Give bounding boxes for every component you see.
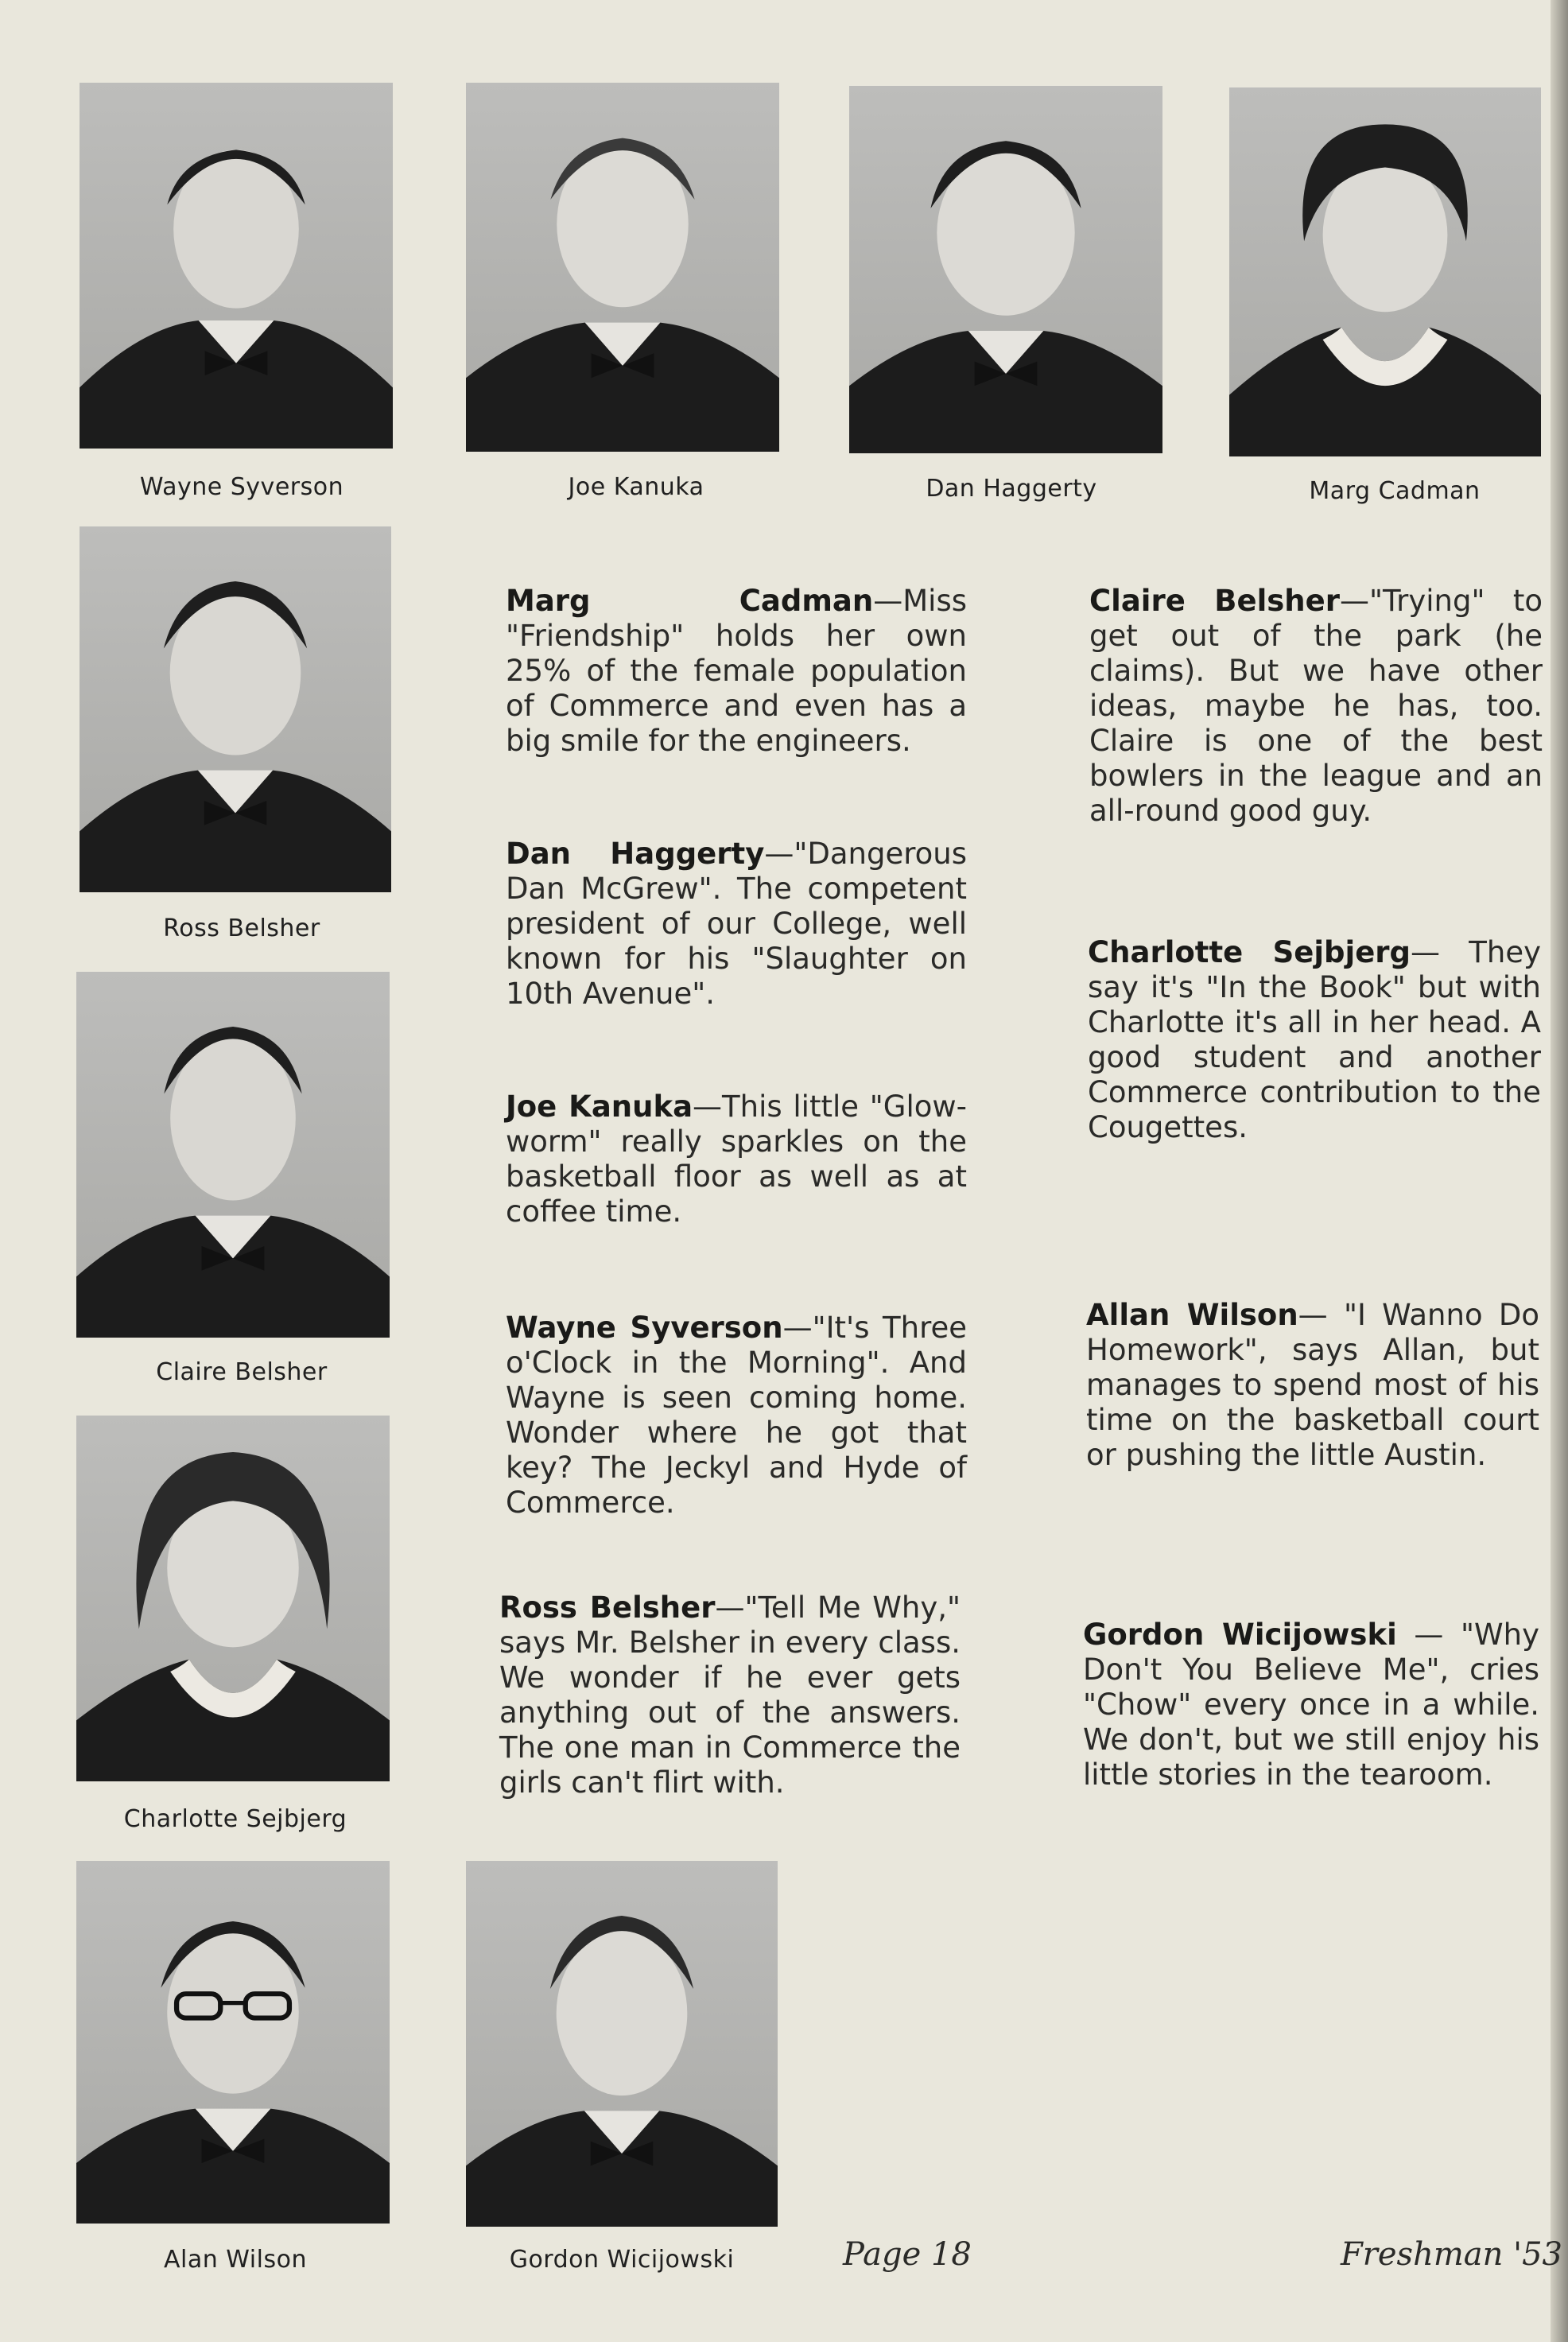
page-binding-edge: [1551, 0, 1568, 2342]
portrait-caption: Marg Cadman: [1309, 477, 1481, 505]
portrait-photo-ross-belsher: [80, 526, 391, 892]
bio-name: Joe Kanuka: [506, 1089, 693, 1124]
portrait-caption: Alan Wilson: [164, 2246, 307, 2274]
bio-paragraph: [506, 1089, 967, 1229]
bio-paragraph: [506, 1311, 967, 1521]
publication-title: Freshman '53: [1341, 2236, 1562, 2273]
bio-text: — They say it's "In the Book" but with Charlotte it's all in her head. A good student and another Commerce contribution to the Cougettes.: [1088, 935, 1541, 1144]
bio-paragraph: [506, 584, 967, 759]
portrait-caption: Wayne Syverson: [139, 473, 344, 501]
bio-name: Wayne Syverson: [506, 1311, 783, 1345]
portrait-caption: Joe Kanuka: [568, 473, 704, 501]
bio-paragraph: [506, 837, 967, 1012]
portrait-photo-joe-kanuka: [466, 83, 779, 452]
portrait-photo-charlotte-sejbjerg: [76, 1416, 390, 1781]
portrait-caption: Gordon Wicijowski: [509, 2246, 735, 2274]
bio-name: Claire Belsher: [1089, 584, 1340, 618]
bio-paragraph: [1086, 1298, 1539, 1473]
portrait-photo-dan-haggerty: [849, 86, 1162, 453]
bio-name: Charlotte Sejbjerg: [1088, 935, 1411, 969]
portrait-photo-marg-cadman: [1229, 87, 1541, 456]
portrait-photo-gordon-wicijowski: [466, 1861, 778, 2227]
portrait-caption: Charlotte Sejbjerg: [123, 1805, 347, 1833]
bio-text: — "Why Don't You Believe Me", cries "Chow" every once in a while. We don't, but we still enjoy his little stories in the tearoom.: [1083, 1618, 1539, 1792]
bio-text: —This little "Glow-worm" really sparkles on the basketball floor as well as at coffee time.: [506, 1089, 967, 1229]
bio-paragraph: [1088, 935, 1541, 1145]
bio-text: — "I Wanno Do Homework", says Allan, but manages to spend most of his time on the basketball court or pushing the little Austin.: [1086, 1298, 1539, 1472]
portrait-caption: Claire Belsher: [156, 1358, 328, 1386]
bio-name: Dan Haggerty: [506, 837, 765, 871]
bio-text: —"It's Three o'Clock in the Morning". And Wayne is seen coming home. Wonder where he got that key? The Jeckyl and Hyde of Commerce.: [506, 1311, 967, 1520]
portrait-photo-alan-wilson: [76, 1861, 390, 2224]
bio-paragraph: [499, 1590, 961, 1800]
portrait-caption: Ross Belsher: [163, 915, 320, 942]
bio-paragraph: [1089, 584, 1543, 829]
portrait-caption: Dan Haggerty: [926, 475, 1097, 503]
portrait-photo-wayne-syverson: [80, 83, 393, 449]
bio-text: —"Tell Me Why," says Mr. Belsher in every class. We wonder if he ever gets anything out of the answers. The one man in Commerce the girls can't flirt with.: [499, 1590, 961, 1800]
bio-paragraph: [1083, 1618, 1539, 1792]
portrait-photo-claire-belsher: [76, 972, 390, 1338]
page-number: Page 18: [843, 2236, 972, 2273]
bio-name: Allan Wilson: [1086, 1298, 1298, 1332]
bio-name: Ross Belsher: [499, 1590, 716, 1625]
bio-text: —"Dangerous Dan McGrew". The competent president of our College, well known for his "Slaughter on 10th Avenue".: [506, 837, 967, 1011]
bio-name: Gordon Wicijowski: [1083, 1618, 1397, 1652]
bio-text: —Miss "Friendship" holds her own 25% of the female population of Commerce and even has a big smile for the engineers.: [506, 584, 967, 758]
bio-name: Marg Cadman: [506, 584, 874, 618]
bio-text: —"Trying" to get out of the park (he claims). But we have other ideas, maybe he has, too. Claire is one of the best bowlers in the league and an all-round good guy.: [1089, 584, 1543, 828]
